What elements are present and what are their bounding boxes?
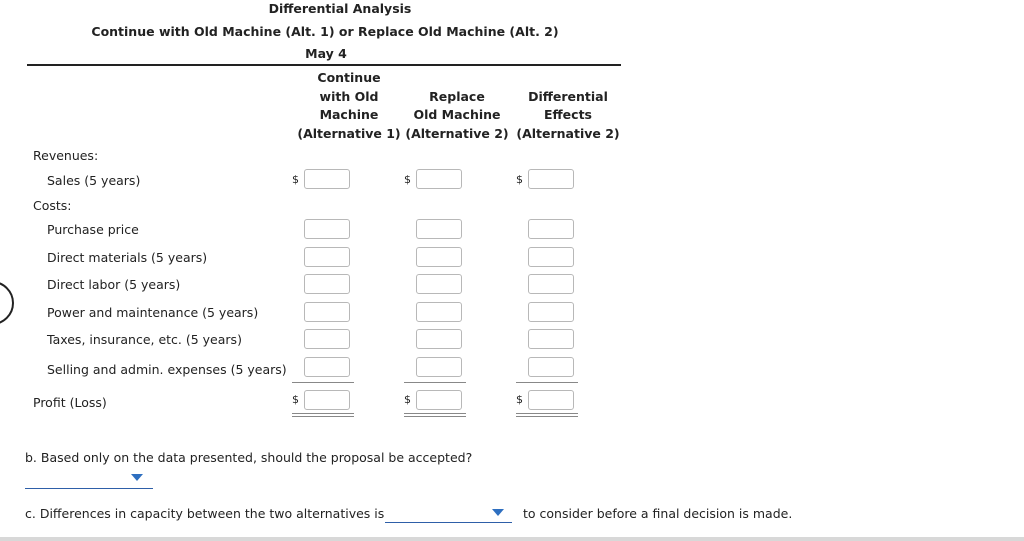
direct-materials-alt1-input[interactable] <box>304 247 350 267</box>
column-header-line: Replace <box>429 88 485 104</box>
analysis-subtitle: Continue with Old Machine (Alt. 1) or Replace Old Machine (Alt. 2) <box>91 24 559 39</box>
cost-item-purchase-price: Purchase price <box>47 222 139 237</box>
power-maintenance-alt2-input[interactable] <box>416 302 462 322</box>
question-c-suffix: to consider before a final decision is made. <box>523 506 793 521</box>
bottom-separator <box>0 537 1024 541</box>
direct-materials-alt2-input[interactable] <box>416 247 462 267</box>
currency-symbol: $ <box>516 173 523 186</box>
currency-symbol: $ <box>516 393 523 406</box>
column-header-line: with Old <box>319 88 379 104</box>
column-header-line: Continue <box>317 70 381 85</box>
double-underline-alt2 <box>404 413 466 417</box>
profit-loss-label: Profit (Loss) <box>33 395 107 410</box>
currency-symbol: $ <box>292 393 299 406</box>
purchase-price-alt2-input[interactable] <box>416 219 462 239</box>
power-maintenance-alt1-input[interactable] <box>304 302 350 322</box>
double-underline-alt1 <box>292 413 354 417</box>
sum-line-alt1 <box>292 382 354 383</box>
direct-labor-alt2-input[interactable] <box>416 274 462 294</box>
partial-circle-decoration <box>0 281 14 325</box>
column-header-differential <box>512 88 624 144</box>
sales-alt1-input[interactable] <box>304 169 350 189</box>
profit-alt1-input[interactable] <box>304 390 350 410</box>
purchase-price-differential-input[interactable] <box>528 219 574 239</box>
cost-item-direct-labor: Direct labor (5 years) <box>47 277 181 292</box>
column-header-line: Machine <box>319 107 379 122</box>
capacity-consideration-dropdown[interactable] <box>385 502 512 522</box>
cost-item-direct-materials: Direct materials (5 years) <box>47 250 208 265</box>
column-header-alt2 <box>402 88 512 144</box>
column-header-line: (Alternative 2) <box>405 125 509 141</box>
double-underline-differential <box>516 413 578 417</box>
selling-admin-alt2-input[interactable] <box>416 357 462 377</box>
question-c-prefix: c. Differences in capacity between the two alternatives is <box>25 506 385 521</box>
column-header-line: (Alternative 2) <box>516 125 620 141</box>
selling-admin-alt1-input[interactable] <box>304 357 350 377</box>
purchase-price-alt1-input[interactable] <box>304 219 350 239</box>
chevron-down-icon <box>131 474 143 481</box>
cost-item-taxes-insurance: Taxes, insurance, etc. (5 years) <box>47 332 242 347</box>
cost-item-selling-admin: Selling and admin. expenses (5 years) <box>47 362 287 377</box>
direct-materials-differential-input[interactable] <box>528 247 574 267</box>
sales-alt2-input[interactable] <box>416 169 462 189</box>
cost-item-power-maintenance: Power and maintenance (5 years) <box>47 305 259 320</box>
currency-symbol: $ <box>404 393 411 406</box>
taxes-insurance-alt1-input[interactable] <box>304 329 350 349</box>
chevron-down-icon <box>492 509 504 516</box>
sum-line-alt2 <box>404 382 466 383</box>
currency-symbol: $ <box>292 173 299 186</box>
column-header-line: Old Machine <box>413 107 501 122</box>
question-b-text <box>25 450 472 465</box>
sum-line-differential <box>516 382 578 383</box>
taxes-insurance-alt2-input[interactable] <box>416 329 462 349</box>
power-maintenance-differential-input[interactable] <box>528 302 574 322</box>
column-header-line: Differential <box>528 88 608 104</box>
analysis-date: May 4 <box>305 46 347 61</box>
proposal-accepted-dropdown[interactable] <box>25 469 153 489</box>
taxes-insurance-differential-input[interactable] <box>528 329 574 349</box>
selling-admin-differential-input[interactable] <box>528 357 574 377</box>
header-rule <box>27 64 621 66</box>
profit-differential-input[interactable] <box>528 390 574 410</box>
column-header-alt1 <box>290 69 408 143</box>
dropdown-underline <box>385 522 512 523</box>
sales-label: Sales (5 years) <box>47 173 141 188</box>
question-b-label: b. Based only on the data presented, should the proposal be accepted? <box>25 450 473 465</box>
column-header-line: Effects <box>544 107 592 122</box>
profit-alt2-input[interactable] <box>416 390 462 410</box>
currency-symbol: $ <box>404 173 411 186</box>
dropdown-underline <box>25 488 153 489</box>
page-title: Differential Analysis <box>268 1 412 16</box>
direct-labor-differential-input[interactable] <box>528 274 574 294</box>
column-header-line: (Alternative 1) <box>297 125 401 141</box>
revenues-label: Revenues: <box>33 148 99 163</box>
direct-labor-alt1-input[interactable] <box>304 274 350 294</box>
costs-label: Costs: <box>33 198 72 213</box>
sales-differential-input[interactable] <box>528 169 574 189</box>
